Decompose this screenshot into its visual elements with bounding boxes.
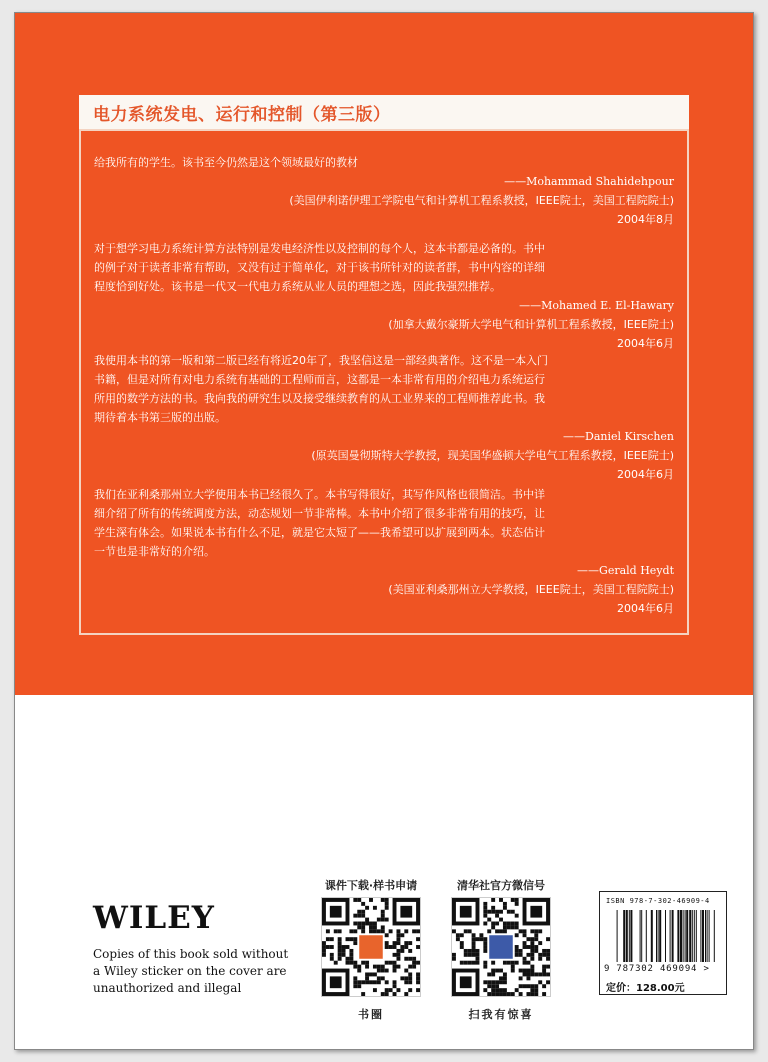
qr-caption: 书圈 — [358, 1008, 384, 1021]
price-label: 定价：128.00元 — [606, 983, 685, 994]
title-bar — [79, 95, 689, 129]
book-back-cover — [14, 12, 754, 1050]
quote-author: ——Daniel Kirschen — [563, 430, 674, 443]
quote-line: 书籍，但是对所有对电力系统有基础的工程师而言，这都是一本非常有用的介绍电力系统运行 — [94, 373, 545, 386]
isbn-barcode-box — [599, 891, 727, 995]
quote-affiliation: (美国伊利诺伊理工学院电气和计算机工程系教授，IEEE院士，美国工程院院士) — [289, 194, 674, 207]
qr-block-wechat — [447, 877, 555, 1022]
quote-4 — [94, 485, 674, 618]
quote-line: 的例子对于读者非常有帮助，又没有过于简单化，对于该书所针对的读者群，书中内容的详细 — [94, 261, 545, 274]
quote-1 — [94, 153, 674, 229]
qr-caption: 扫我有惊喜 — [468, 1008, 534, 1021]
quote-line: 程度恰到好处。该书是一代又一代电力系统从业人员的理想之选，因此我强烈推荐。 — [94, 280, 501, 293]
quote-text — [94, 485, 674, 561]
disclaimer-line: a Wiley sticker on the cover are — [93, 964, 287, 978]
copyright-disclaimer — [93, 946, 323, 997]
quote-text — [94, 153, 674, 172]
quote-line: 给我所有的学生。该书至今仍然是这个领域最好的教材 — [94, 156, 358, 169]
disclaimer-line: Copies of this book sold without — [93, 947, 289, 961]
qr-label: 课件下载·样书申请 — [324, 879, 418, 892]
quote-line: 期待着本书第三版的出版。 — [94, 411, 226, 424]
quote-text — [94, 351, 674, 427]
quote-author: ——Mohammad Shahidehpour — [504, 175, 674, 188]
wiley-logo: WILEY — [93, 900, 215, 936]
quote-author: ——Mohamed E. El-Hawary — [519, 299, 674, 312]
barcode-icon — [608, 910, 718, 962]
qr-center-logo-icon — [359, 935, 383, 959]
quote-line: 细介绍了所有的传统调度方法，动态规划一节非常棒。本书中介绍了很多非常有用的技巧，让 — [94, 507, 545, 520]
isbn-number: ISBN 978-7-302-46909-4 — [606, 897, 710, 905]
quote-affiliation: (加拿大戴尔豪斯大学电气和计算机工程系教授，IEEE院士) — [388, 318, 674, 331]
quote-line: 所用的数学方法的书。我向我的研究生以及接受继续教育的从工业界来的工程师推荐此书。我 — [94, 392, 545, 405]
quote-date: 2004年8月 — [617, 213, 674, 226]
quote-date: 2004年6月 — [617, 337, 674, 350]
quote-2 — [94, 239, 674, 353]
qr-block-courseware — [317, 877, 425, 1022]
quote-line: 我使用本书的第一版和第二版已经有将近20年了，我坚信这是一部经典著作。这不是一本入门 — [94, 354, 548, 367]
quote-text — [94, 239, 674, 296]
qr-code-wechat[interactable] — [451, 897, 551, 997]
quote-3 — [94, 351, 674, 484]
book-title: 电力系统发电、运行和控制（第三版） — [93, 104, 391, 125]
quote-author: ——Gerald Heydt — [577, 564, 674, 577]
qr-code-courseware[interactable] — [321, 897, 421, 997]
quote-line: 学生深有体会。如果说本书有什么不足，就是它太短了——我希望可以扩展到两本。状态估计 — [94, 526, 545, 539]
quote-line: 对于想学习电力系统计算方法特别是发电经济性以及控制的每个人，这本书都是必备的。书中 — [94, 242, 545, 255]
quote-line: 我们在亚利桑那州立大学使用本书已经很久了。本书写得很好，其写作风格也很简洁。书中详 — [94, 488, 545, 501]
quote-date: 2004年6月 — [617, 468, 674, 481]
qr-label: 清华社官方微信号 — [457, 879, 545, 892]
disclaimer-line: unauthorized and illegal — [93, 981, 242, 995]
quote-date: 2004年6月 — [617, 602, 674, 615]
quote-line: 一节也是非常好的介绍。 — [94, 545, 215, 558]
quote-affiliation: (美国亚利桑那州立大学教授，IEEE院士，美国工程院院士) — [388, 583, 674, 596]
barcode-digits: 9 787302 469094 > — [604, 964, 710, 974]
qr-center-logo-icon — [489, 935, 513, 959]
quote-affiliation: (原英国曼彻斯特大学教授，现美国华盛顿大学电气工程系教授，IEEE院士) — [311, 449, 674, 462]
